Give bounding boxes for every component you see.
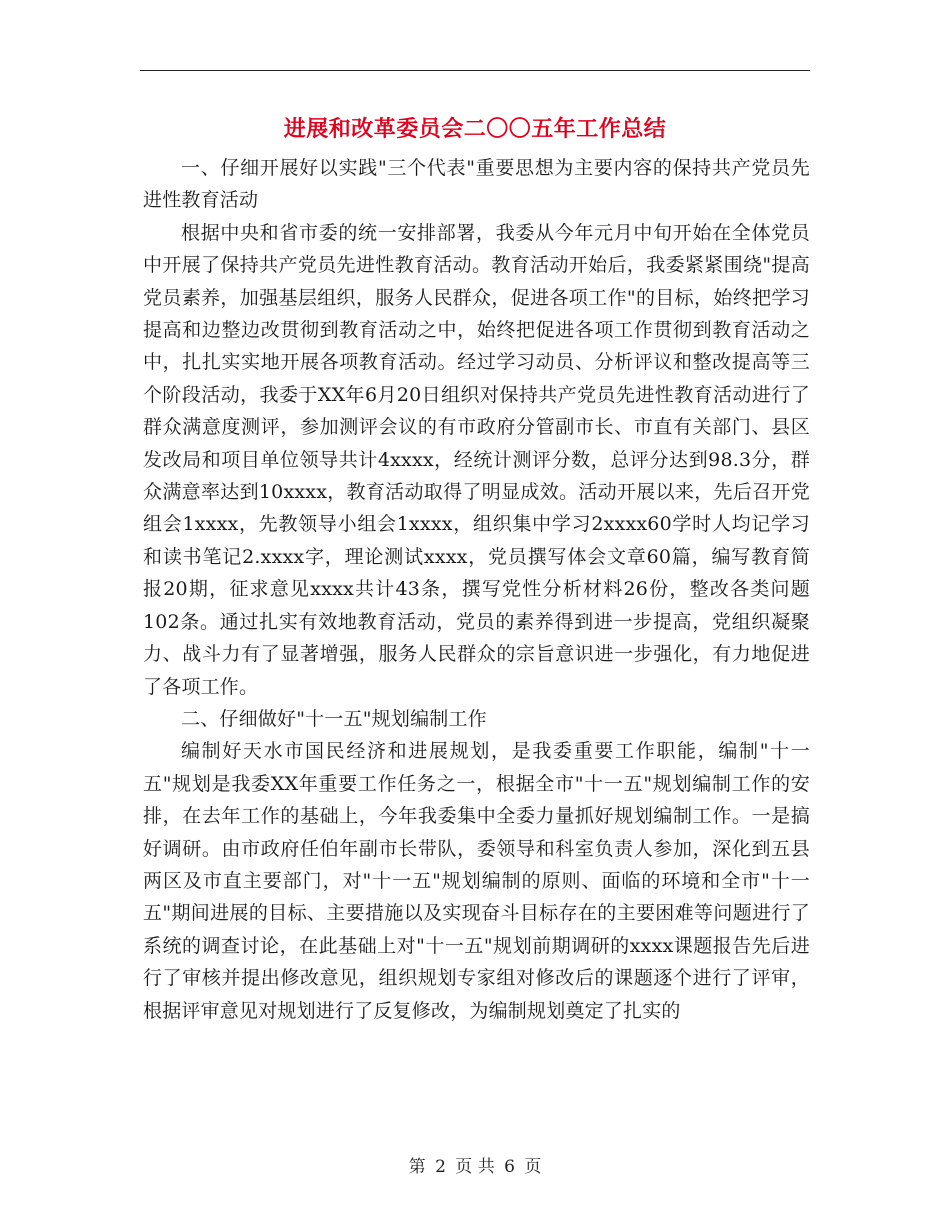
body-paragraph-2: 编制好天水市国民经济和进展规划，是我委重要工作职能，编制"十一五"规划是我委XX年重要工作任务之一，根据全市"十一五"规划编制工作的安排，在去年工作的基础上，今年我委集中全委力量抓好规划编制工作。一是搞好调研。由市政府任伯年副市长带队，委领导和科室负责人参加，深化到五县两区及市直主要部门，对"十一五"规划编制的原则、面临的环境和全市"十一五"期间进展的目标、主要措施以及实现奋斗目标存在的主要困难等问题进行了系统的调查讨论，在此基础上对"十一五"规划前期调研的xxxx课题报告先后进行了审核并提出修改意见，组织规划专家组对修改后的课题逐个进行了评审，根据评审意见对规划进行了反复修改，为编制规划奠定了扎实的 bbox=[143, 740, 810, 1022]
footer-total-pages: 6 bbox=[504, 1157, 515, 1177]
section-heading-1: 一、仔细开展好以实践"三个代表"重要思想为主要内容的保持共产党员先进性教育活动 bbox=[143, 157, 810, 212]
header-rule bbox=[140, 70, 810, 71]
footer-middle: 页 共 bbox=[455, 1157, 495, 1177]
document-title: 进展和改革委员会二〇〇五年工作总结 bbox=[283, 117, 667, 142]
document-body bbox=[143, 152, 810, 1027]
footer-current-page: 2 bbox=[435, 1157, 446, 1177]
section-heading-2: 二、仔细做好"十一五"规划编制工作 bbox=[181, 707, 487, 730]
footer-prefix: 第 bbox=[408, 1157, 426, 1177]
footer-suffix: 页 bbox=[524, 1157, 542, 1177]
body-paragraph-1: 根据中央和省市委的统一安排部署，我委从今年元月中旬开始在全体党员中开展了保持共产党员先进性教育活动。教育活动开始后，我委紧紧围绕"提高党员素养，加强基层组织，服务人民群众，促进各项工作"的目标，始终把学习提高和边整边改贯彻到教育活动之中，始终把促进各项工作贯彻到教育活动之中，扎扎实实地开展各项教育活动。经过学习动员、分析评议和整改提高等三个阶段活动，我委于XX年6月20日组织对保持共产党员先进性教育活动进行了群众满意度测评，参加测评会议的有市政府分管副市长、市直有关部门、县区发改局和项目单位领导共计4xxxx，经统计测评分数，总评分达到98.3分，群众满意率达到10xxxx，教育活动取得了明显成效。活动开展以来，先后召开党组会1xxxx，先教领导小组会1xxxx，组织集中学习2xxxx60学时人均记学习和读书笔记2.xxxx字，理论测试xxxx，党员撰写体会文章60篇，编写教育简报20期，征求意见xxxx共计43条，撰写党性分析材料26份，整改各类问题102条。通过扎实有效地教育活动，党员的素养得到进一步提高，党组织凝聚力、战斗力有了显著增强，服务人民群众的宗旨意识进一步强化，有力地促进了各项工作。 bbox=[143, 221, 810, 698]
page-footer bbox=[0, 1152, 950, 1177]
